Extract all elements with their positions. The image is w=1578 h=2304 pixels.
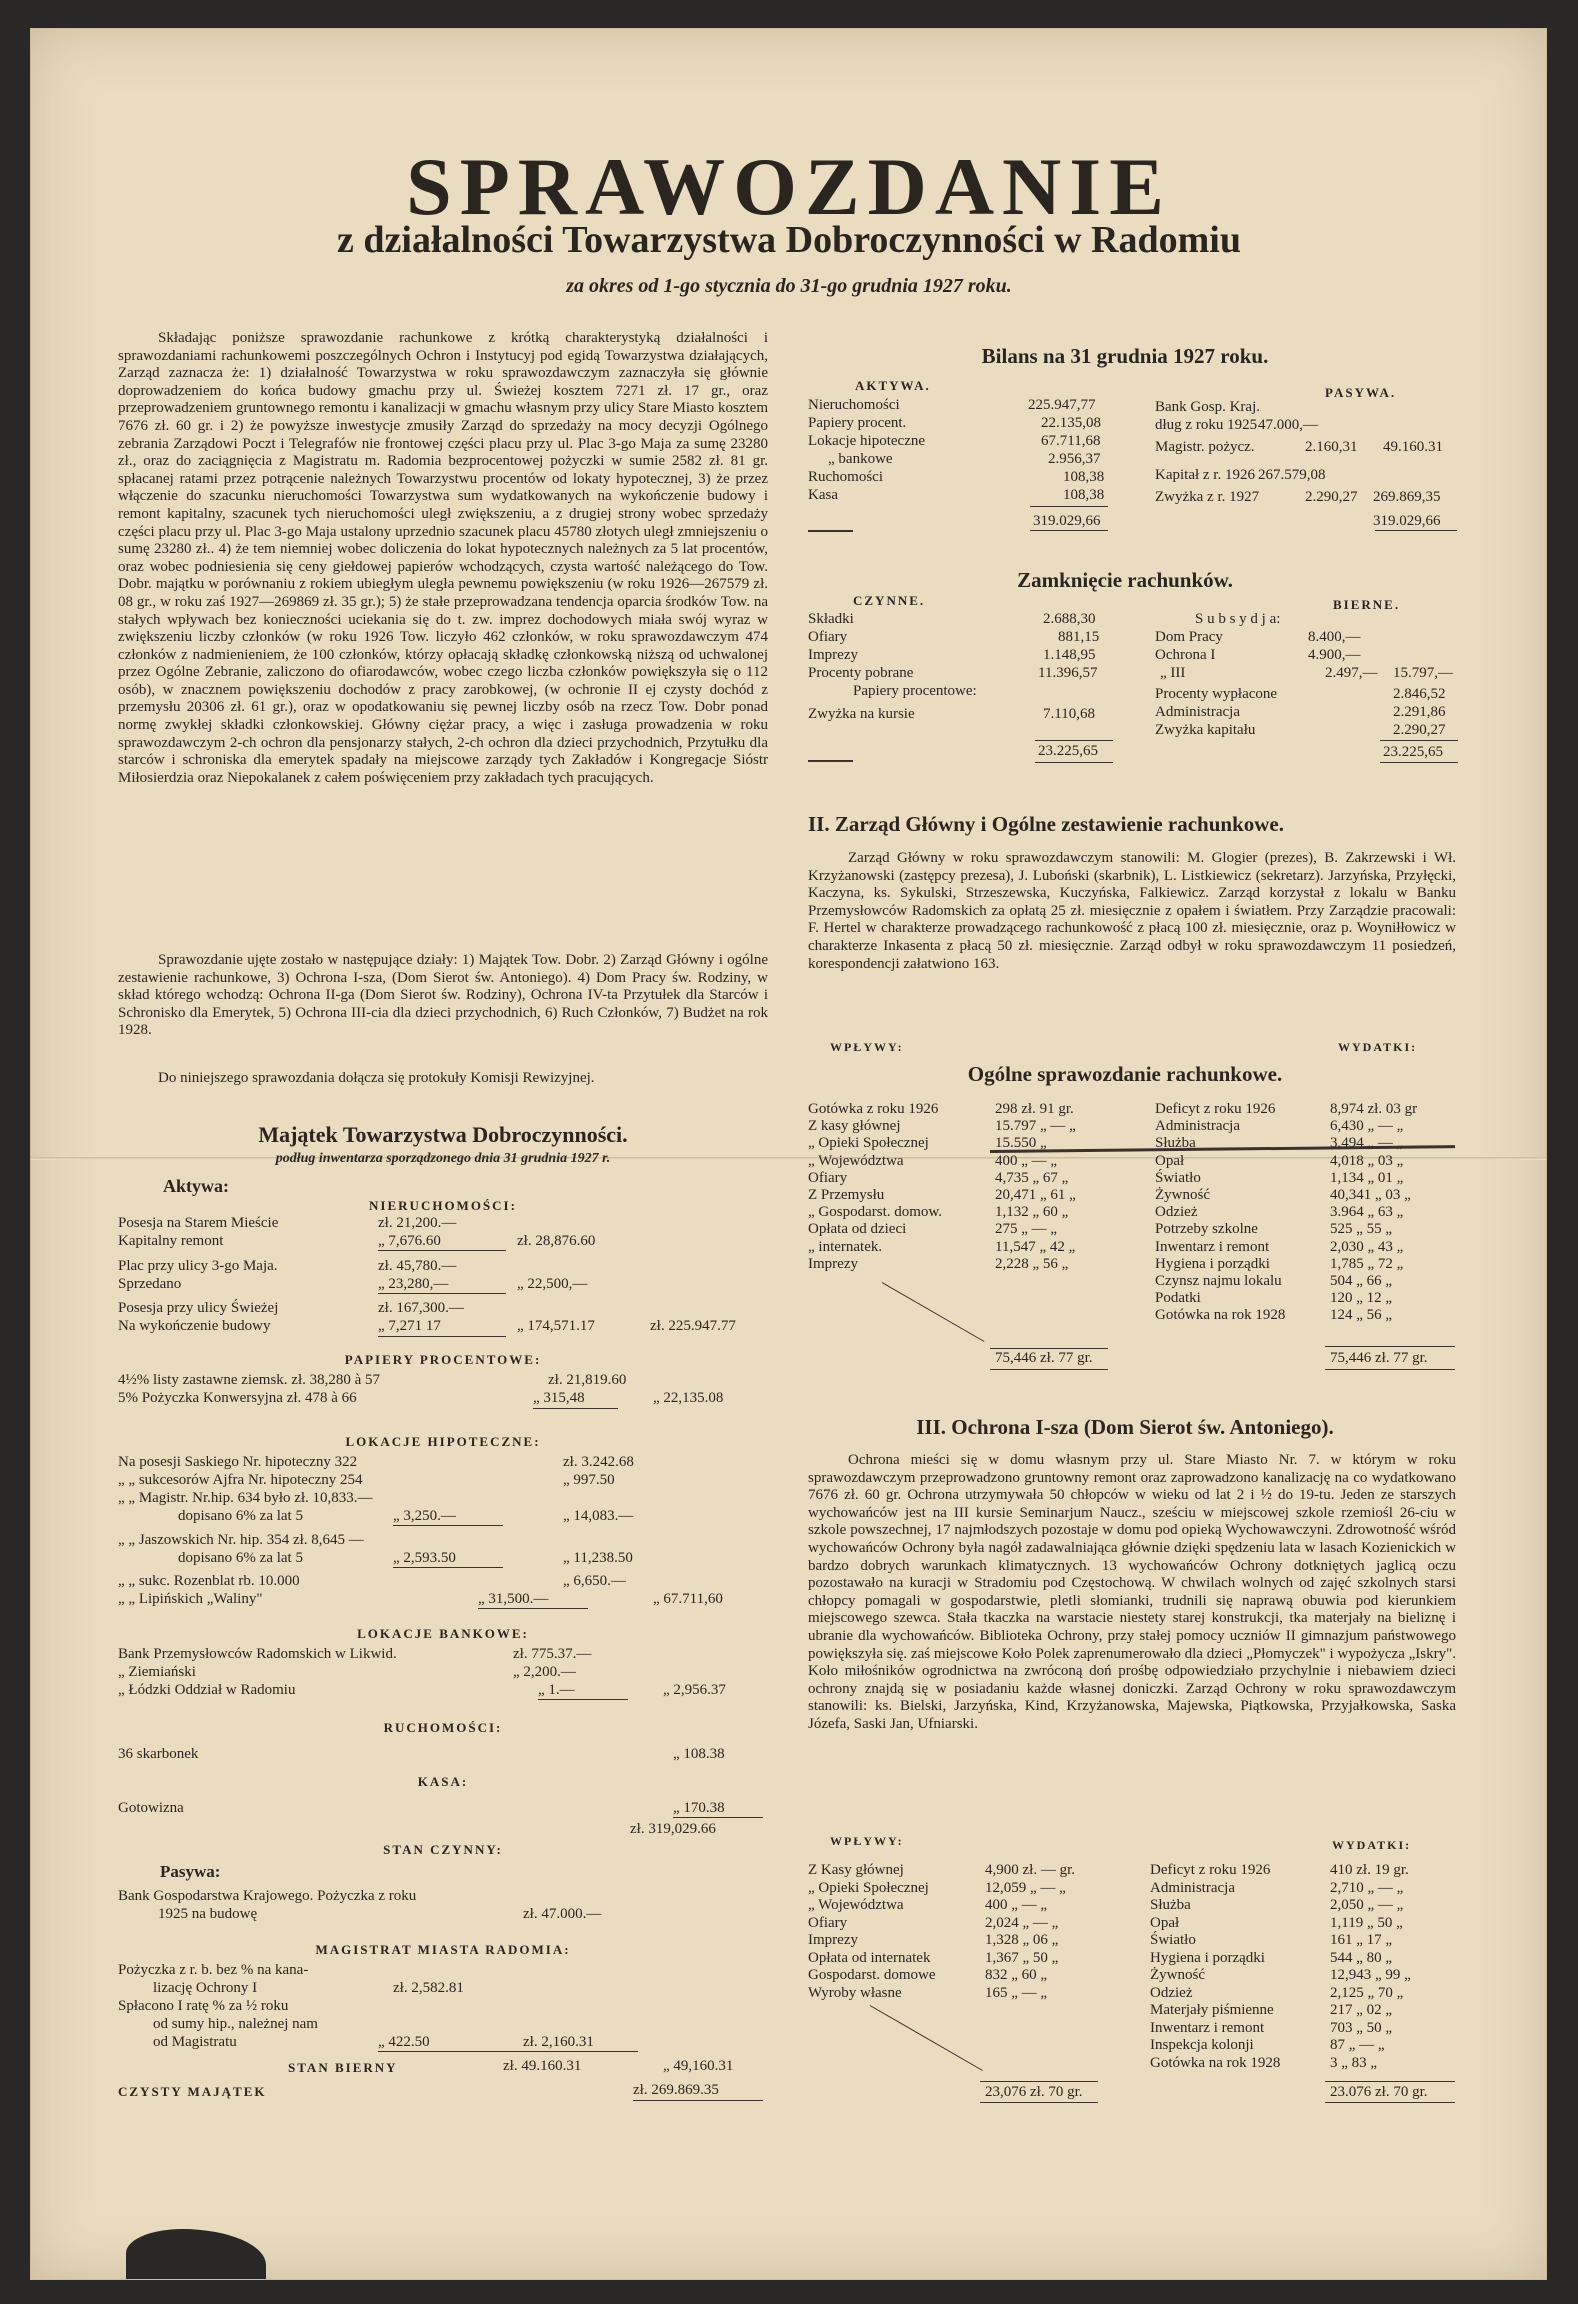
account-row-value: 217 „ 02 „ xyxy=(1330,2002,1393,2018)
liability-row-label: 1925 na budowę xyxy=(158,1906,258,1922)
account-row-value: 15.550 „ xyxy=(995,1135,1047,1152)
balance-row-value: 67.711,68 xyxy=(1041,433,1101,449)
board-section-title: II. Zarząd Główny i Ogólne zestawienie rachunkowe. xyxy=(808,812,1284,836)
balance-row-label: Lokacje hipoteczne xyxy=(808,433,926,449)
balance-row-value: 47.000,— xyxy=(1258,417,1318,433)
account-row-label: Podatki xyxy=(1155,1290,1201,1307)
asset-row-total: „ 108.38 xyxy=(673,1746,725,1762)
underline xyxy=(478,1608,588,1609)
asset-row-value: „ 6,650.— xyxy=(563,1573,626,1589)
asset-row-value: zł. 775.37.— xyxy=(513,1646,592,1662)
intro-paragraph: Składając poniższe sprawozdanie rachunkowe z krótką charakterystyką działalności i sprawozdaniami rachunkowemi poszczególnych Ochron i Instytucyj pod egidą Towarzystwa działających, Zarząd zaznacza że: 1) działalność Towarzystwa w roku sprawozdawczym zaznaczyła się głównie doprowadzeniem do końca budowy gmachu przy ul. Świeżej kosztem 7271 zł. 17 gr., oraz przeprowadzeniem gruntownego remontu i kanalizacji w gmachu własnym przy ulicy Stare Miasto kosztem 7676 zł. 60 gr. i 2) że powyższe inwestycje zmusiły Zarząd do sprzedaży na mocy decyzji Ogólnego zebrania Zarządowi Poczt i Telegrafów nie frontowej części placu przy ul. Plac 3-go Maja za sumę 23280 zł., oraz do zaciągnięcia z Magistratu m. Radomia bezprocentowej pożyczki w sumie 2582 zł. 81 gr. spłacanej ratami przez potrącenie należnych Towarzystwu procentów od lokaty hypotecznej, 3) że przez włączenie do szacunku nieruchomości Towarzystwa sum wydatkowanych na wykończenie budowy i remont kapitalny, szacunek tych nieruchomości uległ zwiększeniu, a z drugiej strony wobec sprzedaży części placu przy ul. Plac 3-go Maja ustalony uprzednio szacunek placu 45780 złotych uległ zmniejszeniu o sumę 23280 zł.. 4) że tem niemniej wobec doliczenia do lokat hypotecznych należnych za 5 lat procentów, oraz wobec podniesienia się ceny giełdowej papierów wchodzących, czysta wartość należącego do Tow. Dobr. majątku w porównaniu z rokiem ubiegłym uległa pewnemu powiększeniu (w roku 1926—267579 zł. 08 gr., w roku zaś 1927—269869 zł. 35 gr.); 5) że stałe przeprowadzana tendencja oparcia środków Tow. na stałych wpływach bez konieczności uciekania się do t. zw. imprez dochodowych miała swój wyraz w zwiększeniu liczby członków (w roku 1926 Tow. liczyło 462 członków, w roku sprawozdawczym 474 członków z nadmienieniem, że 100 członków, którzy opłacają składkę członkowską niższą od uchwalonej przez Ogólne Zebranie, zaliczono do ofiarodawców, wobec czego liczba członków powiększyła się o 112 osób), w znacznem powiększeniu dochodów z pracy zarobkowej, (w ochronie II ej czysty dochód z przemysłu 20306 zł. 61 gr.), oraz w opodatkowaniu się pewnej liczby osób na rzecz Tow. Dobr ponad normę zwykłej składki członkowskiej. Główny ciężar pracy, a więc i zasługa prowadzenia w roku sprawozdawczym 2-ch ochron dla pensjonarzy stałych, 2-ch ochron dla dzieci przychodnich, Przytułku dla starców i schroniska dla emerytek spadały na miejscowe zarządy tych Zakładów i Kongregacje Sióstr Miłosierdzia oraz Niepokalanek z całem poświęceniem przy zakładach tych pracujących. xyxy=(118,330,768,786)
expenses-label: WYDATKI: xyxy=(1338,1040,1418,1054)
account-row-value: 20,471 „ 61 „ xyxy=(995,1187,1076,1203)
asset-row-label: Na wykończenie budowy xyxy=(118,1318,271,1334)
balance-row-label: dług z roku 1925 xyxy=(1155,417,1258,433)
account-row-label: Administracja xyxy=(1155,1118,1240,1135)
liability-row-value: zł. 47.000.— xyxy=(523,1906,602,1922)
closing-row-label: Procenty pobrane xyxy=(808,665,914,681)
underline xyxy=(1030,506,1108,507)
asset-row-label: „ Łódzki Oddział w Radomiu xyxy=(118,1682,296,1698)
account-row-value: 87 „ — „ xyxy=(1330,2037,1385,2053)
orphanage-paragraph: Ochrona mieści się w domu własnym przy ul. Stare Miasto Nr. 7. w którym w roku sprawozdawczym przeprowadzono gruntowny remont oraz zaprowadzono kanalizację na co wydatkowano 7676 zł. 60 gr. Ochrona utrzymywała 50 chłopców w wieku od lat 2 i ½ do 19-tu. Jeden ze starszych wychowańców jest na III kursie Seminarjum Naucz., sześciu w miejscowej szkole rzemiośl 26-ciu w szkole powszechnej, 17 najmłodszych pozostaje w domu pod opieką Wychowawczyni. Zdrowotność wśród wychowańców Ochrony była nagół zadawalniająca głównie dzięki spędzeniu lata w lasach Kozienickich w bardzo dobrych warunkach klimatycznych. 13 wychowańców Ochrony dotkniętych jaglicą oczu pozostawało na kuracji w Stradomiu pod Częstochową. W chwilach wolnych od zajęć szkolnych starsi chłopcy pomagali w gospodarstwie, pletli słomianki, trudnili się naprawą obuwia pod kierunkiem miejscowego szewca. Stała tkaczka na warstacie niestety starej konstrukcji, tka materjały na bieliznę i ubranie dla wychowańców. Biblioteka Ochrony, przy stałej pomocy uczniów II gimnazjum państwowego powiększyła się. zaś miejscowe Koło Polek zaprenumerowało dla dzieci „Płomyczek" i wypożycza „Iskry". Koło miłośników ogrodnictwa na zwróconą doń prośbę odpowiedziało przychylnie i niebawiem dzieci ochrony znajdą się w posiadaniu każde własnej doniczki. Zarząd Ochrony w roku sprawozdawczym stanowili: ks. Bielski, Jarzyńska, Kind, Krzyżanowska, Majewska, Piątkowska, Przyjałkowska, Saska Józefa, Saski Jan, Ufniarski. xyxy=(808,1452,1456,1732)
account-row-value: 40,341 „ 03 „ xyxy=(1330,1187,1411,1203)
balance-row-value: 2.956,37 xyxy=(1048,451,1101,467)
account-row-label: Gospodarst. domowe xyxy=(808,1967,936,1983)
movables-heading: RUCHOMOŚCI: xyxy=(383,1720,503,1735)
account-row-value: 504 „ 66 „ xyxy=(1330,1273,1393,1289)
account-row-value: 525 „ 55 „ xyxy=(1330,1221,1393,1238)
account-row-value: 165 „ — „ xyxy=(985,1984,1048,2001)
bank-deposits-heading: LOKACJE BANKOWE: xyxy=(357,1626,529,1641)
closing-active-total: 23.225,65 xyxy=(1038,743,1098,759)
cash-heading: KASA: xyxy=(417,1774,469,1789)
closing-row-value: 7.110,68 xyxy=(1043,706,1095,722)
account-row-value: 2,125 „ 70 „ xyxy=(1330,1984,1404,2001)
underline xyxy=(1035,740,1113,741)
balance-row-value: 108,38 xyxy=(1063,469,1105,485)
closing-row-label: Administracja xyxy=(1155,704,1240,720)
balance-row-value: 22.135,08 xyxy=(1041,415,1101,431)
liability-row-label: Spłacono I ratę % za ½ roku xyxy=(118,1998,289,2014)
underline xyxy=(1035,762,1113,763)
asset-row-value: „ 23,280,— xyxy=(378,1276,449,1292)
asset-row-label: „ „ sukc. Rozenblat rb. 10.000 xyxy=(118,1573,300,1589)
asset-row-total: „ 22,135.08 xyxy=(653,1390,724,1406)
account-row-value: 124 „ 56 „ xyxy=(1330,1307,1393,1324)
asset-row-label: 4½% listy zastawne ziemsk. zł. 38,280 à 57 xyxy=(118,1372,381,1388)
account-row-value: 3.964 „ 63 „ xyxy=(1330,1204,1404,1221)
underline xyxy=(393,1525,503,1526)
underline xyxy=(990,1348,1108,1349)
asset-row-label: 36 skarbonek xyxy=(118,1746,199,1762)
account-row-label: Opłata od internatek xyxy=(808,1949,931,1966)
passive-state-label: STAN BIERNY xyxy=(288,2060,398,2075)
account-row-label: Inspekcja kolonji xyxy=(1150,2037,1254,2053)
balance-row-label: „ bankowe xyxy=(828,451,893,467)
account-row-value: 410 zł. 19 gr. xyxy=(1330,1862,1409,1878)
account-row-label: Żywność xyxy=(1150,1967,1205,1983)
asset-row-label: „ „ Jaszowskich Nr. hip. 354 zł. 8,645 — xyxy=(118,1532,364,1548)
account-row-value: 4,735 „ 67 „ xyxy=(995,1169,1069,1186)
balance-row-value: 225.947,77 xyxy=(1028,397,1096,413)
account-row-label: Gotówka na rok 1928 xyxy=(1150,2054,1281,2071)
balance-row-label: Kapitał z r. 1926 xyxy=(1155,467,1255,483)
account-row-label: Deficyt z roku 1926 xyxy=(1150,1862,1271,1878)
account-row-label: Gotówka na rok 1928 xyxy=(1155,1307,1286,1324)
balance-row-label: Ruchomości xyxy=(808,469,883,485)
asset-row-total: „ 170.38 xyxy=(673,1800,725,1816)
account-row-value: 4,018 „ 03 „ xyxy=(1330,1152,1404,1169)
asset-row-label: Bank Przemysłowców Radomskich w Likwid. xyxy=(118,1646,397,1662)
underline xyxy=(1325,1369,1455,1370)
underline xyxy=(538,1699,628,1700)
account-row-value: 120 „ 12 „ xyxy=(1330,1290,1393,1307)
underline xyxy=(1380,762,1458,763)
assets-title: Majątek Towarzystwa Dobroczynności. xyxy=(258,1122,628,1147)
account-row-value: 400 „ — „ xyxy=(985,1897,1048,1913)
balance-liabilities-label: PASYWA. xyxy=(1325,385,1397,400)
account-row-value: 1,367 „ 50 „ xyxy=(985,1949,1059,1966)
balance-row-value: 2.160,31 xyxy=(1305,439,1358,455)
paper-tear xyxy=(126,2229,266,2280)
board-paragraph: Zarząd Główny w roku sprawozdawczym stanowili: M. Glogier (prezes), B. Zakrzewski i Wł. Krzyżanowski (zastępcy prezesa), J. Luboński (skarbnik), L. Listkiewicz (sekretarz). Jarzyńska, Przyłęcki, Kaczyna, ks. Sykulski, Strzeszewska, Kuczyńska, Falkiewicz. Zarząd korzystał z lokalu w Banku Przemysłowców Radomskich za opłatą 25 zł. miesięcznie z opałem i światłem. Przy Zarządzie pracowali: F. Hertel w charakterze prowadzącego rachunkowość z płacą 100 zł. miesięcznie, oraz p. Woyniłłowicz w charakterze Inkasenta z płacą 50 zł. miesięcznie. Zarząd odbył w roku sprawozdawczym 11 posiedzeń, korespondencji załatwiono 163. xyxy=(808,850,1456,972)
account-row-value: 1,328 „ 06 „ xyxy=(985,1932,1059,1948)
account-row-value: 8,974 zł. 03 gr xyxy=(1330,1101,1418,1117)
liability-row-label: Pożyczka z r. b. bez % na kana- xyxy=(118,1962,309,1978)
account-row-label: Z Przemysłu xyxy=(808,1187,885,1203)
underline xyxy=(378,1293,506,1294)
closing-row-label: Zwyżka kapitału xyxy=(1155,722,1256,738)
underline xyxy=(980,2102,1098,2103)
account-row-label: „ Opieki Społecznej xyxy=(808,1135,929,1152)
asset-row-value: „ 1.— xyxy=(538,1682,575,1698)
underline xyxy=(378,1336,506,1337)
asset-row-label: „ „ Magistr. Nr.hip. 634 było zł. 10,833.— xyxy=(118,1490,373,1506)
closing-row-label: Składki xyxy=(808,611,854,627)
balance-liabilities-total: 319.029,66 xyxy=(1373,513,1441,529)
account-row-label: „ Opieki Społecznej xyxy=(808,1879,929,1896)
mortgage-heading: LOKACJE HIPOTECZNE: xyxy=(345,1434,541,1449)
balance-title: Bilans na 31 grudnia 1927 roku. xyxy=(981,344,1269,368)
asset-row-label: Posesja na Starem Mieście xyxy=(118,1215,279,1231)
closing-row-total: 2.846,52 xyxy=(1393,686,1446,702)
asset-row-label: Plac przy ulicy 3-go Maja. xyxy=(118,1258,278,1274)
underline xyxy=(1325,1346,1455,1347)
active-state-heading: STAN CZYNNY: xyxy=(383,1842,503,1857)
account-row-value: 1,132 „ 60 „ xyxy=(995,1204,1069,1221)
liability-row-label: od sumy hip., należnej nam xyxy=(153,2016,318,2032)
asset-row-subtotal: „ 22,500,— xyxy=(517,1276,588,1292)
asset-row-value: „ 3,250.— xyxy=(393,1508,456,1524)
liability-row-label: Bank Gospodarstwa Krajowego. Pożyczka z roku xyxy=(118,1888,417,1904)
document-subtitle: z działalności Towarzystwa Dobroczynności w Radomiu xyxy=(337,219,1241,261)
balance-row-label: Nieruchomości xyxy=(808,397,900,413)
liability-row-value: zł. 2,582.81 xyxy=(393,1980,464,1996)
asset-row-subtotal: „ 11,238.50 xyxy=(563,1550,633,1566)
underline xyxy=(808,760,853,762)
expenses-label: WYDATKI: xyxy=(1332,1838,1412,1852)
balance-row-total: 269.869,35 xyxy=(1373,489,1441,505)
asset-row-label: Na posesji Saskiego Nr. hipoteczny 322 xyxy=(118,1454,358,1470)
account-row-label: Opał xyxy=(1155,1152,1185,1169)
asset-row-label: „ Ziemiański xyxy=(118,1664,196,1680)
asset-row-label: dopisano 6% za lat 5 xyxy=(178,1550,303,1566)
account-row-label: Hygiena i porządki xyxy=(1155,1255,1270,1272)
closing-row-label: S u b s y d j a: xyxy=(1195,611,1281,627)
account-row-value: 832 „ 60 „ xyxy=(985,1967,1048,1983)
liabilities-heading: Pasywa: xyxy=(160,1862,221,1881)
general-report-title: Ogólne sprawozdanie rachunkowe. xyxy=(967,1062,1283,1086)
closing-row-label: „ III xyxy=(1160,665,1186,681)
asset-row-value: „ 7,271 17 xyxy=(378,1318,441,1334)
asset-row-label: 5% Pożyczka Konwersyjna zł. 478 à 66 xyxy=(118,1390,357,1406)
sections-paragraph: Sprawozdanie ujęte zostało w następujące działy: 1) Majątek Tow. Dobr. 2) Zarząd Główny i ogólne zestawienie rachunkowe, 3) Ochrona I-sza, (Dom Sierot św. Antoniego). 4) Dom Pracy św. Rodziny, w skład którego wchodzą: Ochrona II-ga (Dom Sierot św. Rodziny), Ochrona IV-ta Przytułek dla Starców i Schronisko dla Emerytek, 5) Ochrona III-cia dla dzieci przychodnich, 6) Ruch Członków, 7) Budżet na rok 1928. xyxy=(118,952,768,1039)
account-row-label: Opał xyxy=(1150,1914,1180,1931)
closing-row-label: Procenty wypłacone xyxy=(1155,686,1278,702)
underline xyxy=(673,1817,763,1818)
underline xyxy=(378,1250,506,1251)
account-row-label: Ofiary xyxy=(808,1914,848,1931)
asset-row-total: „ 2,956.37 xyxy=(663,1682,726,1698)
underline xyxy=(393,1567,503,1568)
account-row-value: 12,059 „ — „ xyxy=(985,1879,1066,1896)
account-row-label: Z kasy głównej xyxy=(808,1118,901,1135)
closing-row-value: 11.396,57 xyxy=(1038,665,1098,681)
income-label: WPŁYWY: xyxy=(830,1834,904,1848)
account-row-label: Służba xyxy=(1155,1135,1196,1152)
asset-row-value: zł. 167,300.— xyxy=(378,1300,464,1316)
asset-row-value: zł. 45,780.— xyxy=(378,1258,457,1274)
underline xyxy=(808,530,853,532)
assets-subtitle: podług inwentarza sporządzonego dnia 31 grudnia 1927 r. xyxy=(275,1151,611,1166)
asset-row-total: zł. 225.947.77 xyxy=(650,1318,736,1334)
balance-assets-total: 319.029,66 xyxy=(1033,513,1101,529)
account-row-label: Czynsz najmu lokalu xyxy=(1155,1273,1282,1289)
account-row-label: Służba xyxy=(1150,1897,1191,1913)
account-row-value: 161 „ 17 „ xyxy=(1330,1932,1393,1948)
account-row-label: Ofiary xyxy=(808,1169,848,1186)
account-row-label: Inwentarz i remont xyxy=(1150,2019,1265,2036)
document-title: SPRAWOZDANIE xyxy=(406,141,1172,232)
closing-row-value: 8.400,— xyxy=(1308,629,1361,645)
asset-row-subtotal: zł. 28,876.60 xyxy=(517,1233,596,1249)
balance-row-value: 267.579,08 xyxy=(1258,467,1326,483)
account-row-value: 1,119 „ 50 „ xyxy=(1330,1914,1403,1931)
account-row-label: „ Gospodarst. domow. xyxy=(808,1204,943,1221)
protocols-note: Do niniejszego sprawozdania dołącza się protokuły Komisji Rewizyjnej. xyxy=(158,1070,595,1086)
closing-row-value: 1.148,95 xyxy=(1043,647,1096,663)
account-row-value: 1,785 „ 72 „ xyxy=(1330,1255,1404,1272)
closing-row-value: 2.688,30 xyxy=(1043,611,1096,627)
closing-row-label: Ochrona I xyxy=(1155,647,1216,663)
assets-heading: Aktywa: xyxy=(163,1176,229,1196)
asset-row-label: „ „ sukcesorów Ajfra Nr. hipoteczny 254 xyxy=(118,1472,363,1488)
balance-row-label: Magistr. pożycz. xyxy=(1155,439,1255,455)
liability-row-value: „ 422.50 xyxy=(378,2034,430,2050)
orphanage-income-total: 23,076 zł. 70 gr. xyxy=(985,2084,1083,2100)
closing-row-total: 2.290,27 xyxy=(1393,722,1446,738)
account-row-value: 6,430 „ — „ xyxy=(1330,1118,1404,1135)
underline xyxy=(633,2100,763,2101)
assets-sum: zł. 319,029.66 xyxy=(630,1821,716,1837)
net-assets-value: zł. 269.869.35 xyxy=(633,2082,719,2098)
account-row-value: 3 „ 83 „ xyxy=(1330,2054,1378,2071)
general-expenses-total: 75,446 zł. 77 gr. xyxy=(1330,1350,1428,1366)
asset-row-value: „ 997.50 xyxy=(563,1472,615,1488)
asset-row-value: „ 31,500.— xyxy=(478,1591,549,1607)
underline xyxy=(1030,530,1108,531)
account-row-value: 703 „ 50 „ xyxy=(1330,2019,1393,2036)
account-row-label: Gotówka z roku 1926 xyxy=(808,1101,939,1117)
account-row-value: 15.797 „ — „ xyxy=(995,1118,1076,1135)
underline xyxy=(1325,2102,1455,2103)
balance-row-label: Zwyżka z r. 1927 xyxy=(1155,489,1260,505)
asset-row-value: zł. 21,819.60 xyxy=(548,1372,627,1388)
account-row-value: 12,943 „ 99 „ xyxy=(1330,1967,1411,1983)
account-row-value: 2,024 „ — „ xyxy=(985,1914,1059,1931)
closing-passive-label: BIERNE. xyxy=(1333,597,1401,612)
asset-row-value: zł. 3.242.68 xyxy=(563,1454,634,1470)
closing-row-label: Dom Pracy xyxy=(1155,629,1223,645)
account-row-label: Światło xyxy=(1155,1169,1201,1186)
closing-row-label: Ofiary xyxy=(808,629,848,645)
city-council-heading: MAGISTRAT MIASTA RADOMIA: xyxy=(315,1942,571,1957)
balance-row-label: Papiery procent. xyxy=(808,415,907,431)
account-row-value: 11,547 „ 42 „ xyxy=(995,1238,1076,1255)
liability-row-subtotal: zł. 2,160.31 xyxy=(523,2034,594,2050)
closing-row-value: 4.900,— xyxy=(1308,647,1361,663)
passive-state-value: zł. 49.160.31 xyxy=(503,2058,582,2074)
account-row-value: 3,494 „ — „ xyxy=(1330,1135,1404,1152)
account-row-label: Wyroby własne xyxy=(808,1984,902,2001)
income-label: WPŁYWY: xyxy=(830,1040,904,1054)
liability-row-label: lizację Ochrony I xyxy=(153,1980,258,1996)
underline xyxy=(1380,740,1458,741)
underline xyxy=(1375,530,1457,531)
account-row-value: 2,710 „ — „ xyxy=(1330,1879,1404,1896)
account-row-value: 2,030 „ 43 „ xyxy=(1330,1238,1404,1255)
closing-row-label: Imprezy xyxy=(808,647,858,663)
closing-passive-total: 23.225,65 xyxy=(1383,744,1443,760)
report-period: za okres od 1-go stycznia do 31-go grudnia 1927 roku. xyxy=(566,275,1012,297)
asset-row-label: Gotowizna xyxy=(118,1800,184,1816)
account-row-value: 2,050 „ — „ xyxy=(1330,1897,1404,1913)
account-row-label: „ internatek. xyxy=(808,1238,883,1255)
closing-row-total: 2.291,86 xyxy=(1393,704,1446,720)
account-row-value: 1,134 „ 01 „ xyxy=(1330,1169,1404,1186)
closing-row-value: 2.497,— xyxy=(1325,665,1378,681)
asset-row-total: „ 67.711,60 xyxy=(653,1591,723,1607)
balance-row-total: 49.160.31 xyxy=(1383,439,1443,455)
account-row-label: Materjały piśmienne xyxy=(1150,2002,1274,2018)
asset-row-value: zł. 21,200.— xyxy=(378,1215,457,1231)
account-row-label: Z Kasy głównej xyxy=(808,1862,904,1878)
asset-row-value: „ 2,593.50 xyxy=(393,1550,456,1566)
account-row-label: Hygiena i porządki xyxy=(1150,1949,1265,1966)
account-row-label: „ Województwa xyxy=(808,1152,904,1169)
account-row-value: 275 „ — „ xyxy=(995,1221,1058,1238)
account-row-label: „ Województwa xyxy=(808,1897,904,1913)
balance-assets-label: AKTYWA. xyxy=(855,378,931,393)
account-row-label: Inwentarz i remont xyxy=(1155,1238,1270,1255)
securities-heading: PAPIERY PROCENTOWE: xyxy=(344,1352,542,1367)
account-row-value: 544 „ 80 „ xyxy=(1330,1949,1393,1966)
balance-row-label: Kasa xyxy=(808,487,838,503)
account-row-value: 400 „ — „ xyxy=(995,1152,1058,1169)
account-row-label: Światło xyxy=(1150,1932,1196,1948)
real-estate-heading: NIERUCHOMOŚCI: xyxy=(369,1198,517,1213)
asset-row-label: Kapitalny remont xyxy=(118,1233,224,1249)
underline xyxy=(990,1369,1108,1370)
underline xyxy=(980,2081,1098,2082)
asset-row-value: „ 2,200.— xyxy=(513,1664,576,1680)
underline xyxy=(378,2051,638,2052)
underline xyxy=(1325,2081,1455,2082)
asset-row-value: „ 315,48 xyxy=(533,1390,585,1406)
closing-row-total: 15.797,— xyxy=(1393,665,1453,681)
asset-row-value: „ 7,676.60 xyxy=(378,1233,441,1249)
account-row-label: Odzież xyxy=(1150,1984,1193,2001)
account-row-value: 2,228 „ 56 „ xyxy=(995,1255,1069,1272)
general-income-total: 75,446 zł. 77 gr. xyxy=(995,1350,1093,1366)
account-row-value: 4,900 zł. — gr. xyxy=(985,1862,1075,1878)
closing-active-label: CZYNNE. xyxy=(853,593,926,608)
account-row-value: 298 zł. 91 gr. xyxy=(995,1101,1074,1117)
account-row-label: Żywność xyxy=(1155,1187,1210,1203)
asset-row-subtotal: „ 174,571.17 xyxy=(517,1318,595,1334)
account-row-label: Imprezy xyxy=(808,1932,858,1948)
asset-row-subtotal: „ 14,083.— xyxy=(563,1508,634,1524)
asset-row-label: Posesja przy ulicy Świeżej xyxy=(118,1300,279,1316)
balance-row-label: Bank Gosp. Kraj. xyxy=(1155,399,1260,415)
balance-row-value: 2.290,27 xyxy=(1305,489,1358,505)
closing-row-label: Papiery procentowe: xyxy=(853,683,977,699)
asset-row-label: Sprzedano xyxy=(118,1276,182,1292)
account-row-label: Odzież xyxy=(1155,1204,1198,1221)
closing-title: Zamknięcie rachunków. xyxy=(1017,568,1233,592)
net-assets-label: CZYSTY MAJĄTEK xyxy=(118,2084,267,2099)
account-row-label: Potrzeby szkolne xyxy=(1155,1221,1258,1238)
orphanage-section-title: III. Ochrona I-sza (Dom Sierot św. Antoniego). xyxy=(916,1415,1334,1439)
orphanage-expenses-total: 23.076 zł. 70 gr. xyxy=(1330,2084,1428,2100)
closing-row-value: 881,15 xyxy=(1058,629,1100,645)
asset-row-label: dopisano 6% za lat 5 xyxy=(178,1508,303,1524)
underline xyxy=(533,1408,618,1409)
liability-row-label: od Magistratu xyxy=(153,2034,237,2050)
account-row-label: Deficyt z roku 1926 xyxy=(1155,1101,1276,1117)
account-row-label: Imprezy xyxy=(808,1255,858,1272)
closing-row-label: Zwyżka na kursie xyxy=(808,706,915,722)
account-row-label: Administracja xyxy=(1150,1879,1235,1896)
balance-row-value: 108,38 xyxy=(1063,487,1105,503)
asset-row-label: „ „ Lipińskich „Waliny" xyxy=(118,1591,263,1607)
passive-state-total: „ 49,160.31 xyxy=(663,2058,734,2074)
account-row-label: Opłata od dzieci xyxy=(808,1221,907,1238)
